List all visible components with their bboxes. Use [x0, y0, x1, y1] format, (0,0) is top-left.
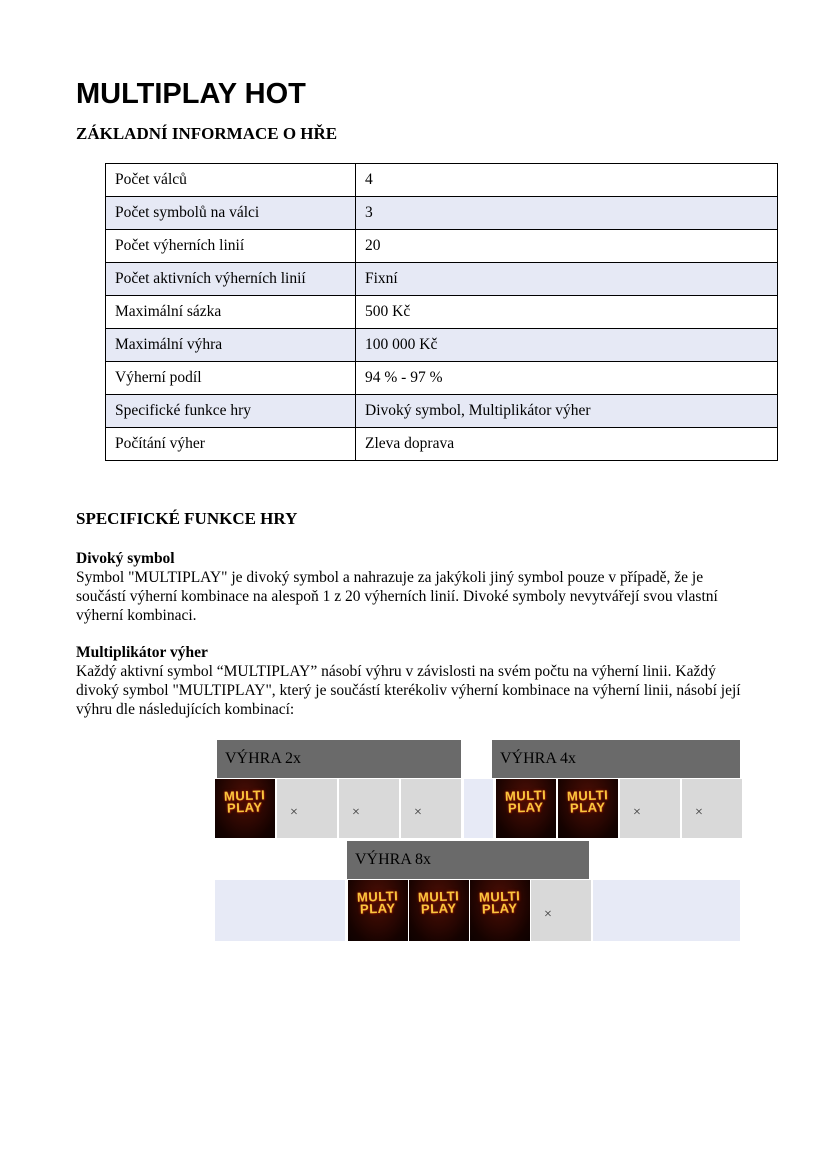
table-row	[106, 263, 778, 296]
times-icon: ×	[414, 804, 422, 820]
any-symbol-placeholder-cell	[277, 779, 337, 838]
logo-text-line2: PLAY	[359, 900, 396, 917]
separator-cell-right	[593, 880, 740, 941]
win-8x-header: VÝHRA 8x	[347, 841, 589, 879]
logo-text-line2: PLAY	[226, 799, 263, 816]
logo-text-line1: MULTI	[567, 787, 609, 804]
any-symbol-placeholder-cell	[620, 779, 680, 838]
table-row-value: Zleva doprava	[356, 428, 778, 461]
logo-text-line2: PLAY	[569, 799, 606, 816]
table-row	[106, 395, 778, 428]
page-title: MULTIPLAY HOT	[76, 78, 306, 110]
times-icon: ×	[633, 804, 641, 820]
heading-specific-functions: SPECIFICKÉ FUNKCE HRY	[76, 509, 298, 528]
paragraph-multiplier: Každý aktivní symbol “MULTIPLAY” násobí výhru v závislosti na svém počtu na výherní linii. Každý divoký symbol "MULTIPLAY", který je součástí kterékoliv výherní kombinace na výherní linii, násobí její výhru dle následujících kombinací:	[76, 663, 741, 718]
table-row-value: 4	[356, 164, 778, 197]
logo-text-line2: PLAY	[507, 799, 544, 816]
table-row-label: Maximální výhra	[106, 329, 356, 362]
table-row	[106, 164, 778, 197]
table-row-value: 3	[356, 197, 778, 230]
game-info-table	[105, 163, 778, 461]
multiplier-combinations-table	[215, 740, 740, 942]
table-row	[106, 329, 778, 362]
heading-basic-info: ZÁKLADNÍ INFORMACE O HŘE	[76, 124, 338, 143]
any-symbol-placeholder-cell	[401, 779, 461, 838]
table-row-label: Počítání výher	[106, 428, 356, 461]
logo-text-line1: MULTI	[505, 787, 547, 804]
table-row-label: Počet aktivních výherních linií	[106, 263, 356, 296]
game-info-table-body	[106, 164, 778, 461]
times-icon: ×	[290, 804, 298, 820]
win-2x-header: VÝHRA 2x	[217, 740, 461, 778]
win-4x-header: VÝHRA 4x	[492, 740, 740, 778]
heading-wild-symbol: Divoký symbol	[76, 550, 175, 567]
times-icon: ×	[695, 804, 703, 820]
table-row	[106, 296, 778, 329]
heading-multiplier: Multiplikátor výher	[76, 644, 208, 661]
table-row-label: Počet výherních linií	[106, 230, 356, 263]
table-row	[106, 230, 778, 263]
table-row-value: 20	[356, 230, 778, 263]
logo-text-line1: MULTI	[357, 888, 399, 905]
table-row-value: 94 % - 97 %	[356, 362, 778, 395]
multiplay-wild-symbol-icon	[470, 880, 530, 941]
paragraph-wild-symbol: Symbol "MULTIPLAY" je divoký symbol a nahrazuje za jakýkoli jiný symbol pouze v případě, že je součástí výherní kombinace na alespoň 1 z 20 výherních linií. Divoké symboly nevytvářejí svou vlastní výherní kombinaci.	[76, 569, 718, 624]
table-row-label: Počet válců	[106, 164, 356, 197]
table-row-label: Výherní podíl	[106, 362, 356, 395]
logo-text-line2: PLAY	[481, 900, 518, 917]
logo-text-line1: MULTI	[418, 888, 460, 905]
any-symbol-placeholder-cell	[531, 880, 591, 941]
separator-cell-left	[215, 880, 345, 941]
table-row-label: Maximální sázka	[106, 296, 356, 329]
times-icon: ×	[544, 906, 552, 922]
table-row-value: Fixní	[356, 263, 778, 296]
logo-text-line1: MULTI	[479, 888, 521, 905]
table-row-label: Počet symbolů na válci	[106, 197, 356, 230]
multiplay-wild-symbol-icon	[348, 880, 408, 941]
multiplay-wild-symbol-icon	[409, 880, 469, 941]
any-symbol-placeholder-cell	[682, 779, 742, 838]
multiplay-wild-symbol-icon	[215, 779, 275, 838]
table-row-value: Divoký symbol, Multiplikátor výher	[356, 395, 778, 428]
separator-cell	[464, 779, 493, 838]
table-row	[106, 428, 778, 461]
any-symbol-placeholder-cell	[339, 779, 399, 838]
times-icon: ×	[352, 804, 360, 820]
table-row	[106, 362, 778, 395]
table-row	[106, 197, 778, 230]
multiplay-wild-symbol-icon	[558, 779, 618, 838]
logo-text-line1: MULTI	[224, 787, 266, 804]
logo-text-line2: PLAY	[420, 900, 457, 917]
multiplay-wild-symbol-icon	[496, 779, 556, 838]
table-row-value: 500 Kč	[356, 296, 778, 329]
table-row-value: 100 000 Kč	[356, 329, 778, 362]
table-row-label: Specifické funkce hry	[106, 395, 356, 428]
